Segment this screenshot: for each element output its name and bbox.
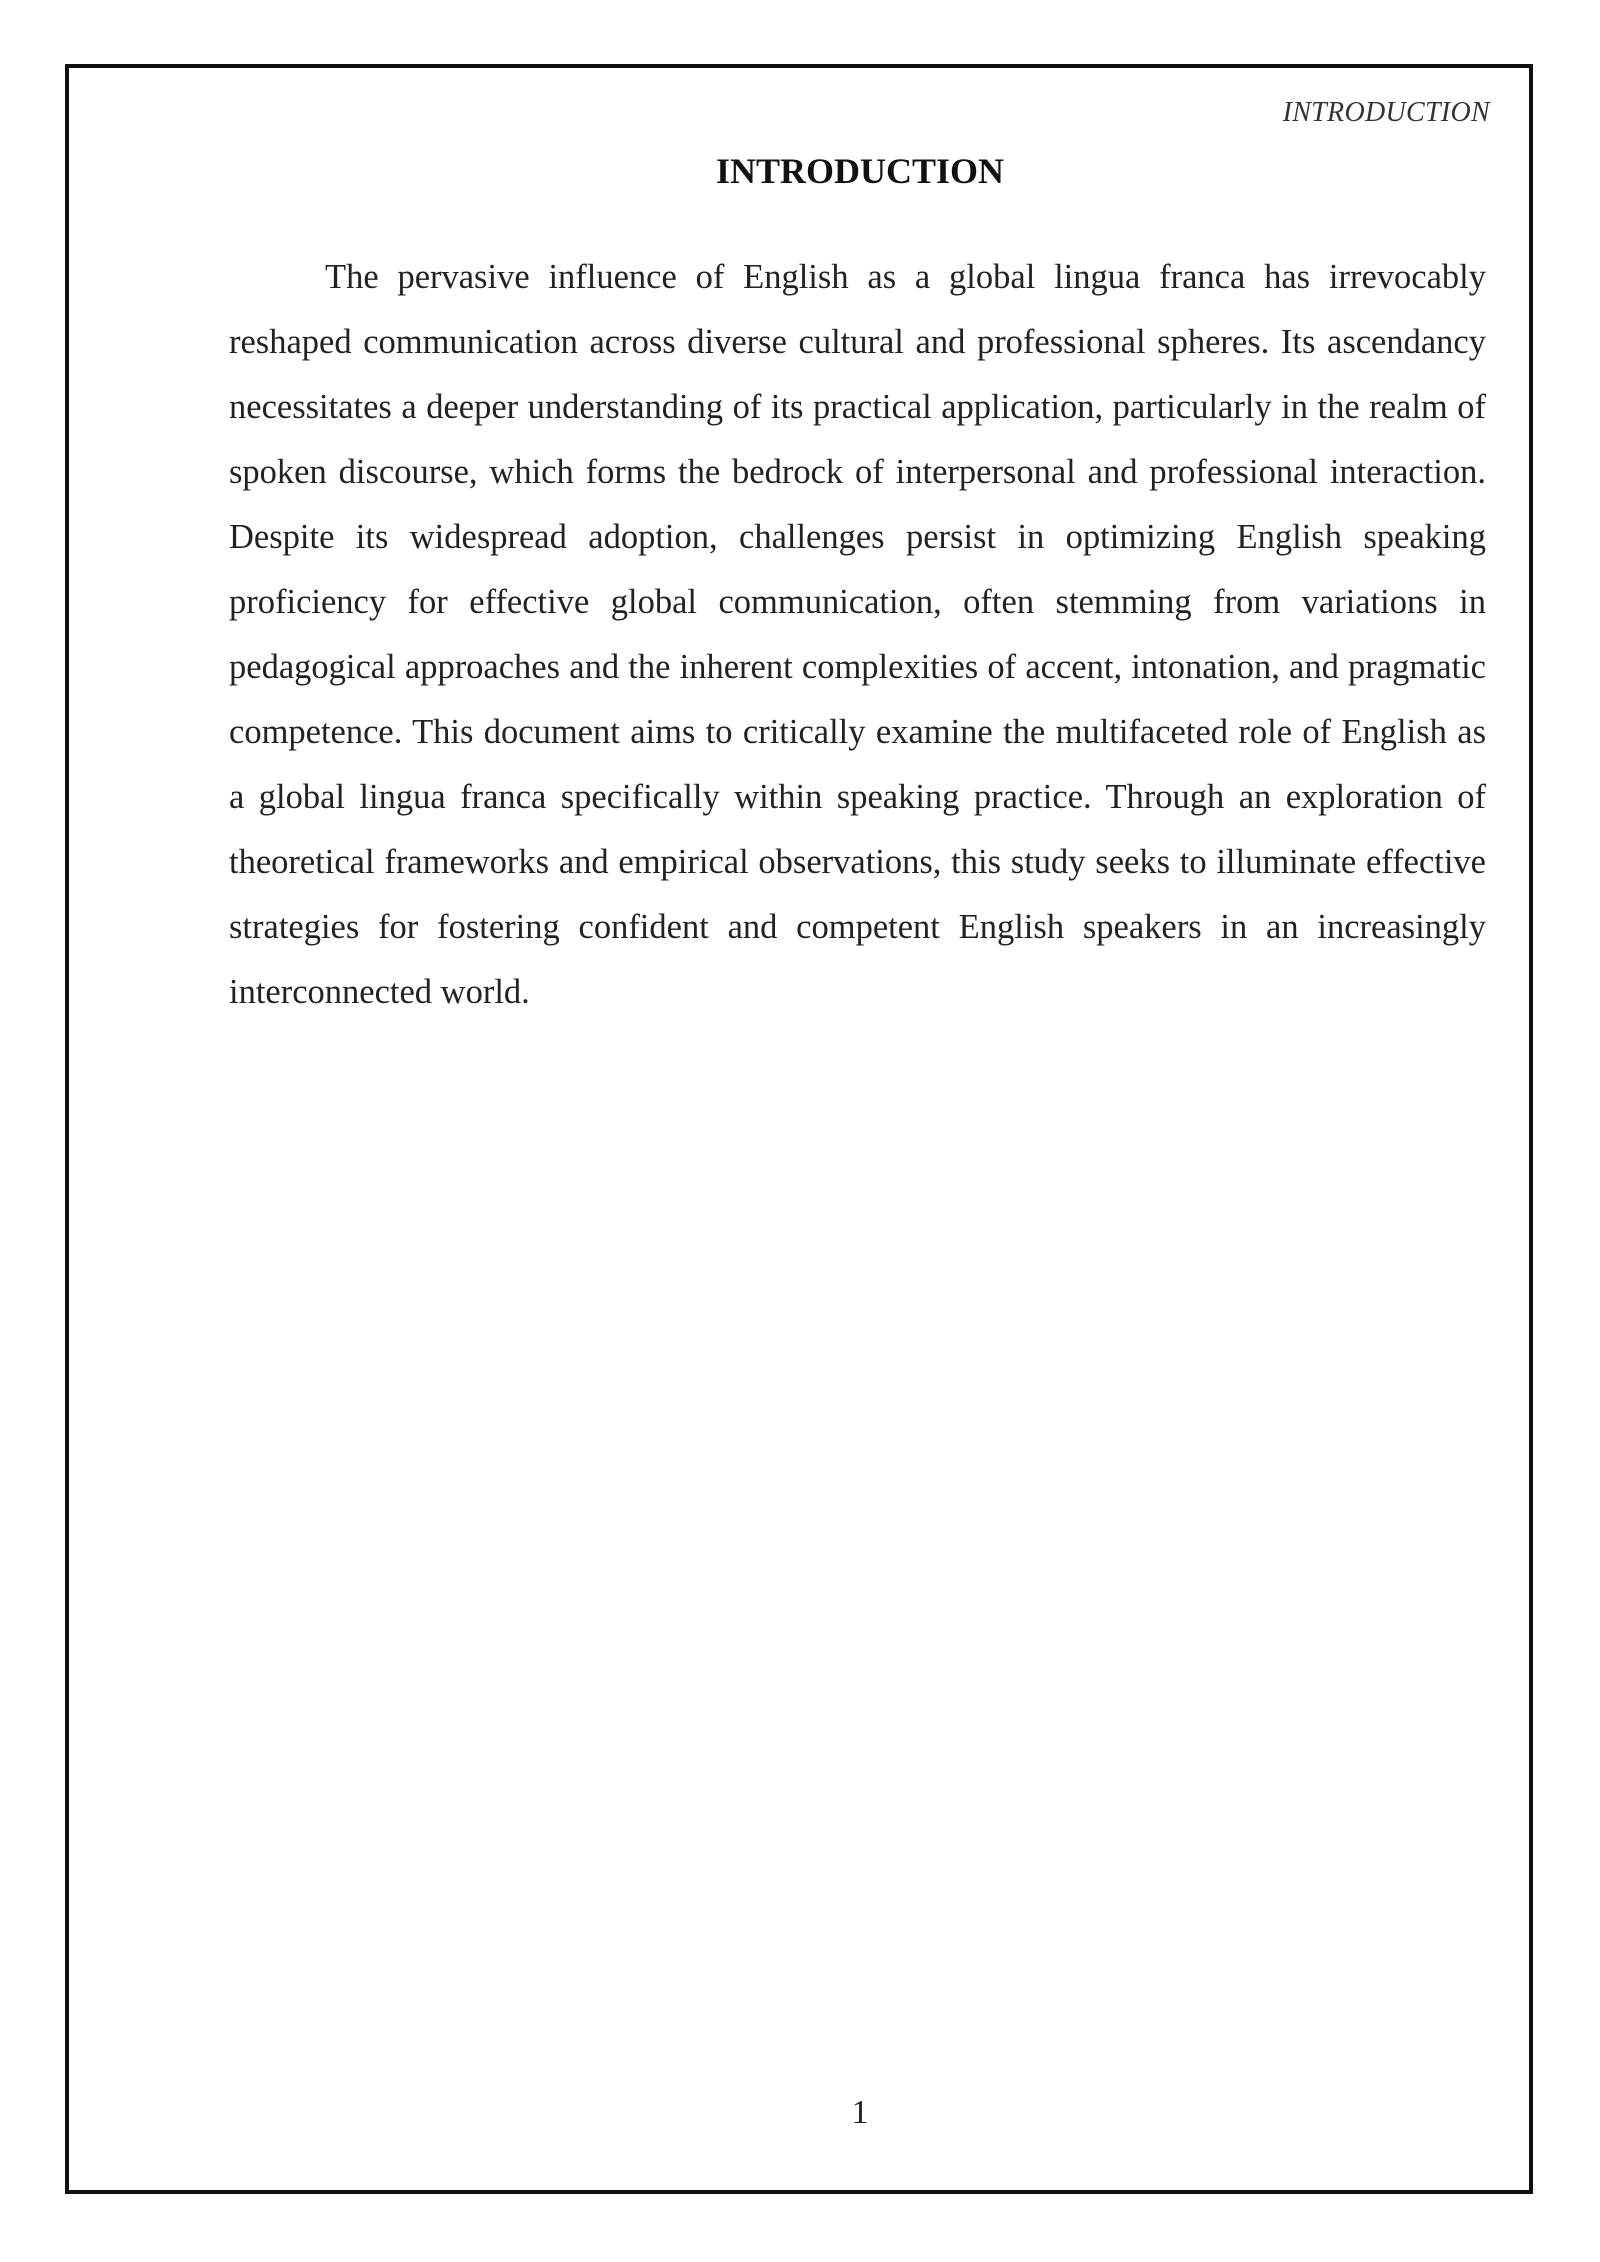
running-header: INTRODUCTION <box>1282 97 1490 128</box>
body-paragraph: The pervasive influence of English as a global lingua franca has irrevocably reshaped communication across diverse cultural and professional spheres. Its ascendancy necessitates a deeper understanding of its practical application, particularly in the realm of spoken discourse, which forms the bedrock of interpersonal and professional interaction. Despite its widespread adoption, challenges persist in optimizing English speaking proficiency for effective global communication, often stemming from variations in pedagogical approaches and the inherent complexities of accent, intonation, and pragmatic competence. This document aims to critically examine the multifaceted role of English as a global lingua franca specifically within speaking practice. Through an exploration of theoretical frameworks and empirical observations, this study seeks to illuminate effective strategies for fostering confident and competent English speakers in an increasingly interconnected world. <box>229 258 1486 1011</box>
page-number: 1 <box>851 2094 869 2131</box>
page-title: INTRODUCTION <box>715 151 1005 191</box>
